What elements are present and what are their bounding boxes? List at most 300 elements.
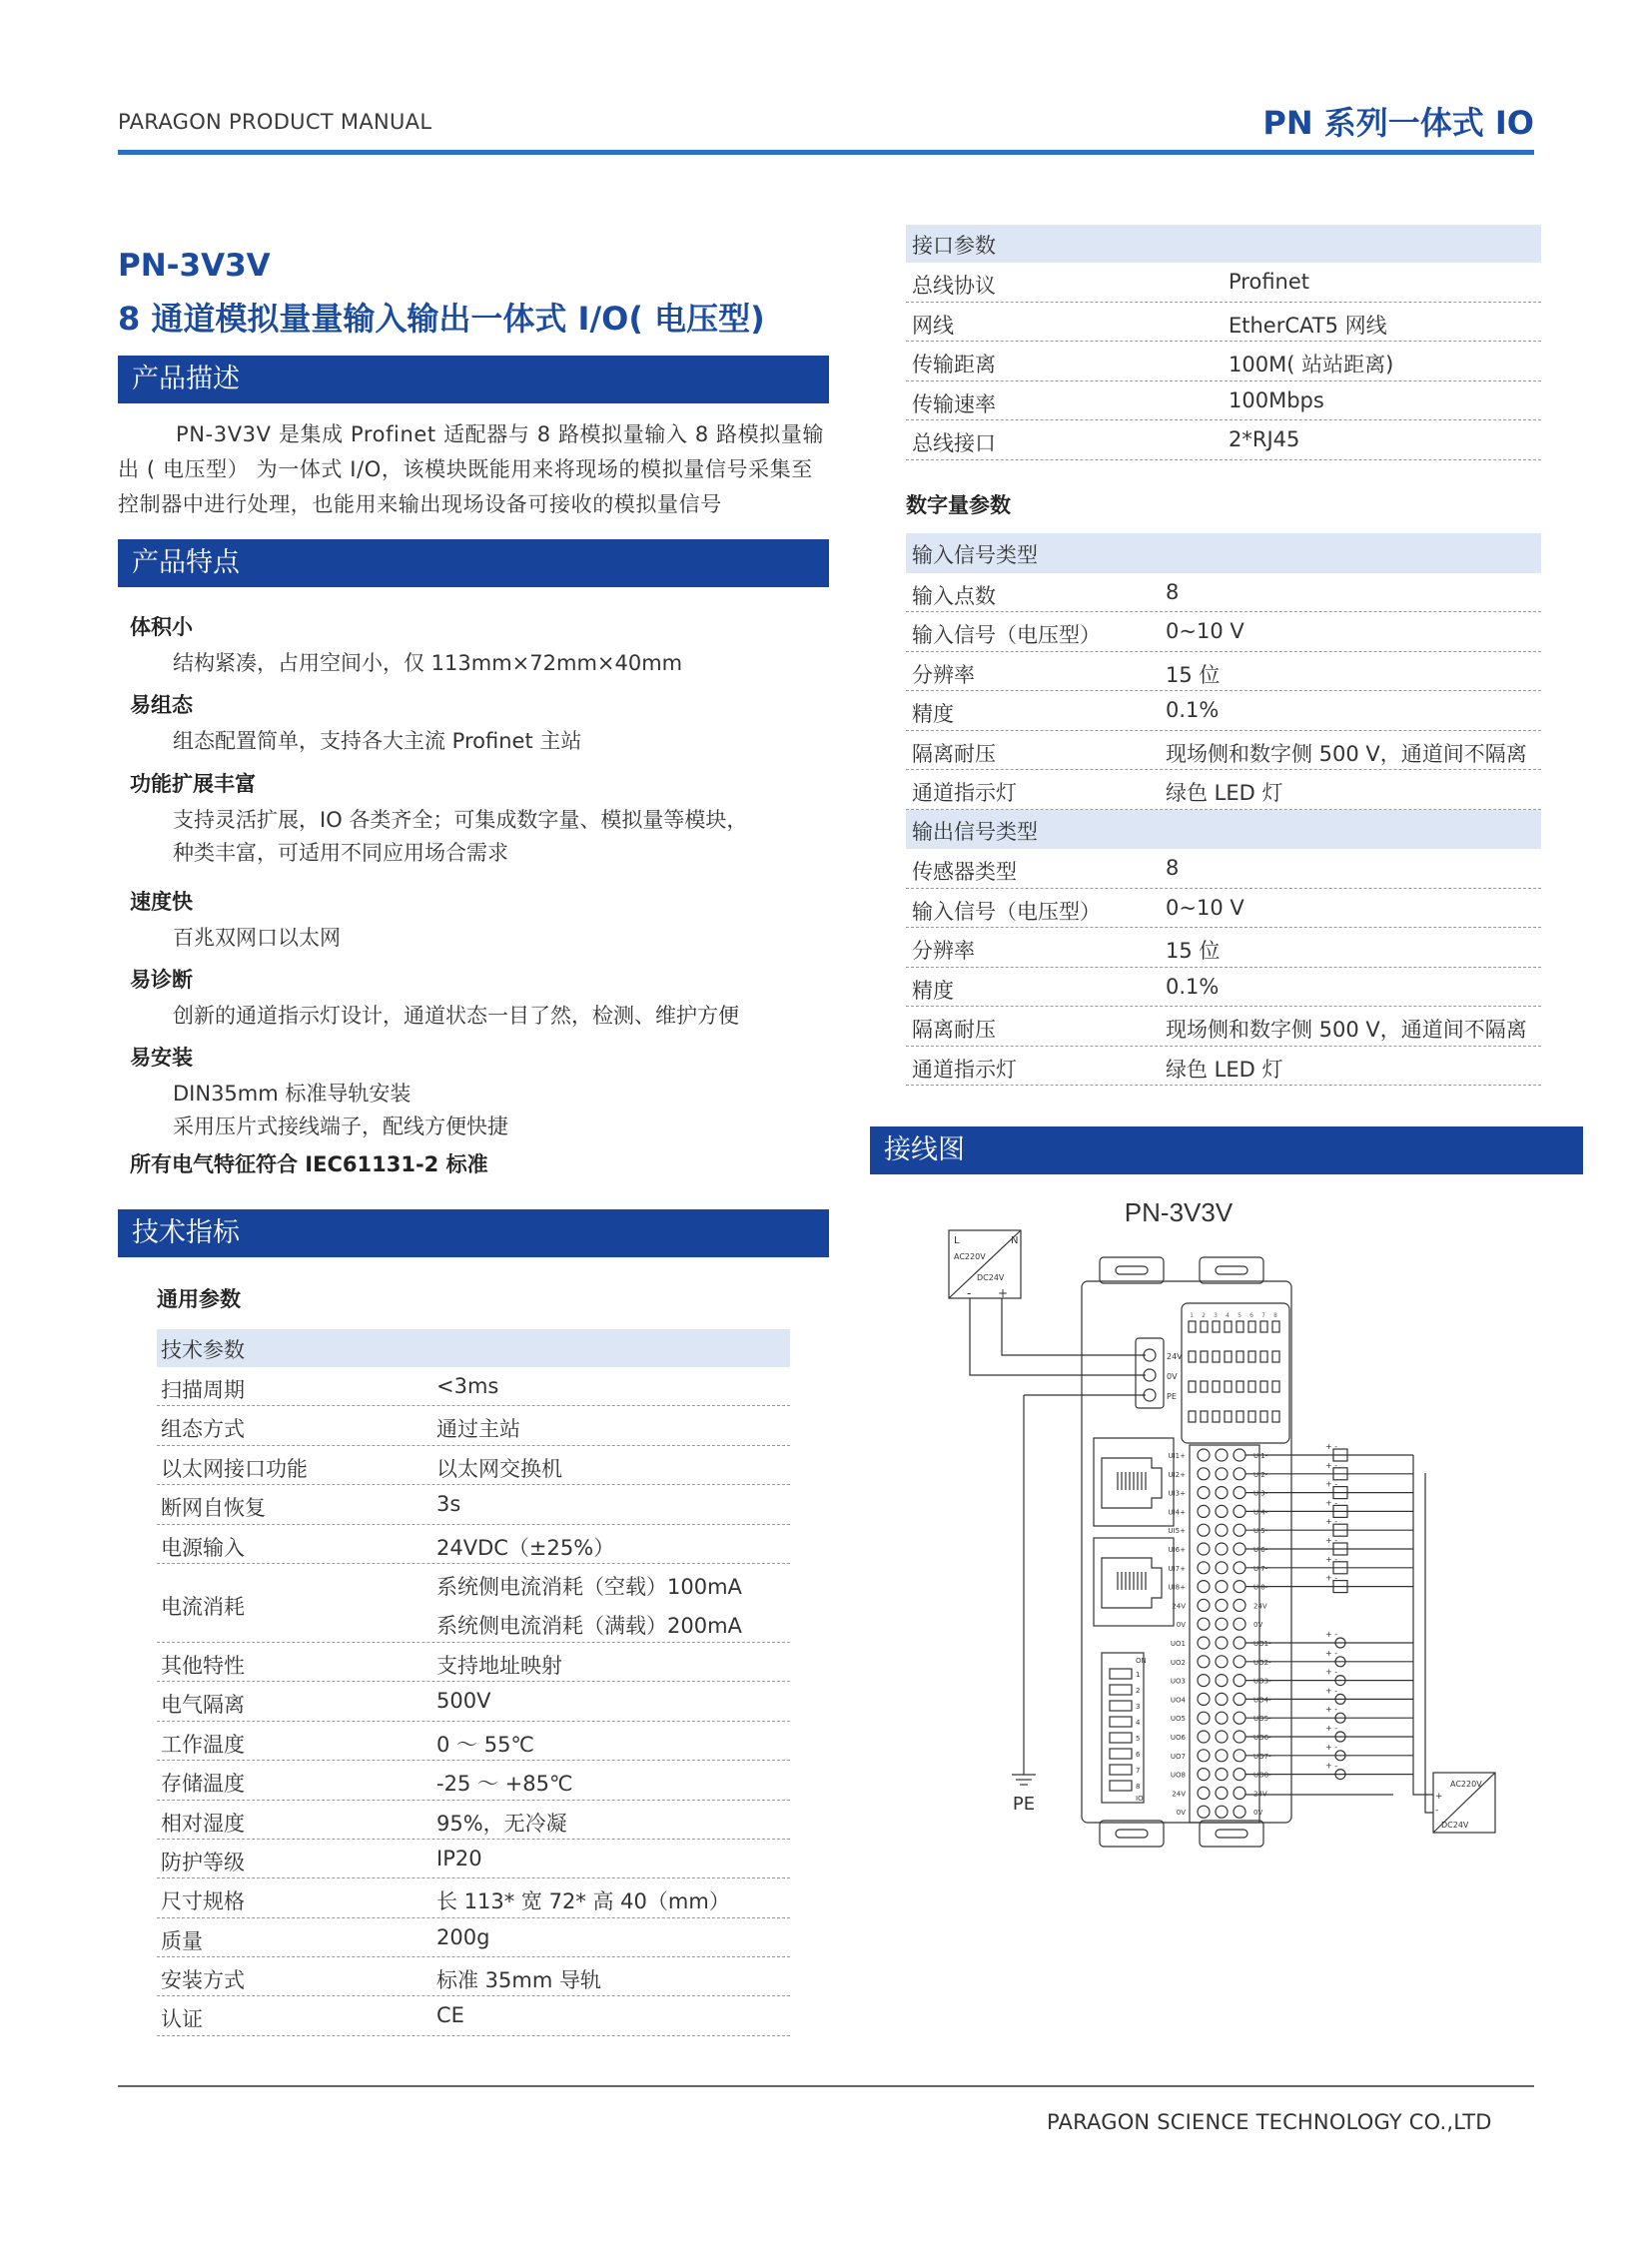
- output-load-sign: + -: [1325, 1705, 1338, 1715]
- param-value: 支持地址映射: [436, 1653, 562, 1678]
- input-sensor-sign: + -: [1325, 1517, 1338, 1527]
- terminal-screw: [1198, 1449, 1210, 1461]
- param-value: 3s: [436, 1492, 461, 1517]
- terminal-label-right: UI7-: [1253, 1564, 1268, 1573]
- led-indicator: [1260, 1411, 1267, 1422]
- terminal-label-right: UO2-: [1253, 1658, 1271, 1667]
- param-label: 总线协议: [912, 274, 996, 298]
- param-label: 输入信号（电压型）: [912, 623, 1101, 647]
- table-row: [157, 1643, 790, 1682]
- terminal-screw: [1198, 1769, 1210, 1781]
- dip-switch: [1110, 1701, 1132, 1711]
- table-row: [157, 1801, 790, 1840]
- output-load-sign: + -: [1325, 1761, 1338, 1771]
- table-header-label: 技术参数: [161, 1338, 245, 1362]
- table-row: [906, 652, 1541, 692]
- pe-label: PE: [1012, 1794, 1036, 1815]
- output-load-sign: + -: [1325, 1630, 1338, 1639]
- led-indicator: [1201, 1321, 1208, 1332]
- input-sensor-sign: + -: [1325, 1536, 1338, 1545]
- feature-text: 百兆双网口以太网: [173, 926, 341, 950]
- table-row: [157, 1996, 790, 2035]
- table-header-label: 输入信号类型: [912, 543, 1038, 567]
- param-label: 分辨率: [912, 939, 975, 963]
- terminal-label-left: UO8: [1170, 1771, 1186, 1780]
- terminal-label-right: 24V: [1253, 1602, 1267, 1611]
- terminal-screw: [1234, 1731, 1245, 1743]
- terminal-screw: [1234, 1712, 1245, 1724]
- param-value: 24VDC（±25%）: [436, 1535, 615, 1560]
- terminal-screw: [1216, 1618, 1228, 1630]
- terminal-screw: [1216, 1468, 1228, 1480]
- digital-params-table: [906, 533, 1541, 1086]
- terminal-screw: [1216, 1543, 1228, 1555]
- terminal-label-right: UO3-: [1253, 1677, 1271, 1686]
- dip-switch: [1110, 1685, 1132, 1695]
- param-label: 输入信号（电压型）: [912, 899, 1101, 924]
- terminal-label-left: 24V: [1172, 1602, 1186, 1611]
- mounting-slot: [1216, 1830, 1247, 1838]
- terminal-screw: [1198, 1505, 1210, 1517]
- terminal-screw: [1234, 1787, 1245, 1799]
- table-header-label: 接口参数: [912, 234, 996, 258]
- terminal-screw: [1234, 1769, 1245, 1781]
- terminal-label-right: UI3-: [1253, 1489, 1268, 1498]
- terminal-label-left: 0V: [1176, 1809, 1186, 1818]
- section-bar-description: 产品描述: [118, 356, 829, 403]
- terminal-screw: [1198, 1543, 1210, 1555]
- feature-text: 创新的通道指示灯设计，通道状态一目了然，检测、维护方便: [173, 1004, 739, 1028]
- led-indicator: [1248, 1351, 1255, 1362]
- led-indicator: [1189, 1381, 1196, 1392]
- terminal-screw: [1216, 1449, 1228, 1461]
- terminal-label-right: UI4-: [1253, 1508, 1268, 1517]
- terminal-label-left: UI3+: [1168, 1489, 1186, 1498]
- led-indicator: [1237, 1381, 1243, 1392]
- terminal-screw: [1216, 1524, 1228, 1536]
- param-label: 隔离耐压: [912, 741, 996, 766]
- terminal-screw: [1216, 1637, 1228, 1649]
- param-label: 输入点数: [912, 583, 996, 608]
- terminal-screw: [1234, 1487, 1245, 1499]
- feature-text: 组态配置简单，支持各大主流 Profinet 主站: [173, 729, 582, 753]
- param-label: 防护等级: [161, 1850, 245, 1874]
- terminal-screw: [1216, 1712, 1228, 1724]
- led-number: 1: [1190, 1312, 1194, 1319]
- section-bar-specs: 技术指标: [118, 1209, 829, 1257]
- led-indicator: [1225, 1381, 1232, 1392]
- psu2-label-dc: DC24V: [1441, 1821, 1469, 1830]
- param-value: 0.1%: [1166, 974, 1220, 999]
- terminal-label-right: 24V: [1253, 1790, 1267, 1799]
- dip-number: 3: [1136, 1703, 1141, 1711]
- power-terminal-label: PE: [1167, 1392, 1177, 1401]
- led-number: 7: [1261, 1312, 1265, 1319]
- param-value: EtherCAT5 网线: [1229, 313, 1387, 338]
- section-bar-features: 产品特点: [118, 539, 829, 587]
- psu-label-n: N: [1011, 1235, 1019, 1246]
- terminal-screw: [1234, 1806, 1245, 1818]
- dip-switch: [1110, 1733, 1132, 1743]
- terminal-screw: [1234, 1618, 1245, 1630]
- led-indicator: [1272, 1381, 1279, 1392]
- led-indicator: [1201, 1411, 1208, 1422]
- table-row: [157, 1957, 790, 1996]
- terminal-label-left: UO6: [1170, 1734, 1186, 1742]
- param-value: 500V: [436, 1689, 491, 1714]
- feature-heading: 体积小: [130, 615, 193, 639]
- param-label: 传感器类型: [912, 860, 1017, 884]
- led-indicator: [1272, 1351, 1279, 1362]
- led-indicator: [1213, 1321, 1220, 1332]
- led-indicator: [1189, 1411, 1196, 1422]
- mounting-tab-bottom: [1100, 1821, 1164, 1847]
- param-label: 隔离耐压: [912, 1018, 996, 1042]
- param-value: 15 位: [1166, 662, 1221, 687]
- terminal-screw: [1216, 1581, 1228, 1593]
- param-value: Profinet: [1229, 270, 1310, 294]
- table-row: [157, 1564, 790, 1643]
- bus-wire-24v: [1413, 1455, 1433, 1795]
- terminal-screw: [1234, 1750, 1245, 1762]
- param-label: 存储温度: [161, 1772, 245, 1797]
- table-row: [906, 968, 1541, 1008]
- input-sensor-sign: + -: [1325, 1442, 1338, 1451]
- param-value: 0~10 V: [1166, 619, 1244, 643]
- terminal-screw: [1198, 1787, 1210, 1799]
- led-indicator: [1248, 1411, 1255, 1422]
- terminal-screw: [1198, 1712, 1210, 1724]
- product-model: PN-3V3V: [118, 248, 271, 284]
- param-label: 传输距离: [912, 353, 996, 376]
- terminal-label-right: UI6-: [1253, 1546, 1268, 1554]
- table-row: [157, 1525, 790, 1564]
- psu2-label-ac: AC220V: [1450, 1780, 1482, 1789]
- param-label: 精度: [912, 978, 954, 1003]
- param-label: 电气隔离: [161, 1693, 245, 1718]
- terminal-screw: [1234, 1562, 1245, 1574]
- terminal-label-left: UI6+: [1168, 1546, 1186, 1554]
- param-label: 总线接口: [912, 431, 996, 455]
- param-value: 以太网交换机: [436, 1456, 562, 1481]
- param-value: 100M( 站站距离): [1229, 353, 1394, 376]
- output-load-sign: + -: [1325, 1648, 1338, 1658]
- mounting-tab-top: [1200, 1257, 1263, 1283]
- param-label: 组态方式: [161, 1417, 245, 1442]
- table-row: [906, 420, 1541, 460]
- table-row: [906, 849, 1541, 889]
- param-label: 断网自恢复: [161, 1496, 266, 1521]
- param-value: 0.1%: [1166, 698, 1220, 722]
- input-sensor-sign: + -: [1325, 1460, 1338, 1470]
- product-title: 8 通道模拟量量输入输出一体式 I/O( 电压型): [118, 300, 765, 338]
- terminal-screw: [1216, 1750, 1228, 1762]
- led-indicator: [1189, 1321, 1196, 1332]
- terminal-screw: [1216, 1675, 1228, 1687]
- terminal-screw: [1198, 1656, 1210, 1668]
- led-number: 4: [1226, 1312, 1230, 1319]
- header-divider: [118, 150, 1534, 155]
- terminal-screw: [1216, 1787, 1228, 1799]
- terminal-screw: [1216, 1806, 1228, 1818]
- terminal-screw: [1198, 1750, 1210, 1762]
- terminal-screw: [1198, 1468, 1210, 1480]
- terminal-strip: [1190, 1445, 1259, 1823]
- led-indicator: [1260, 1321, 1267, 1332]
- general-params-table: [157, 1329, 790, 2036]
- param-value: 8: [1166, 856, 1180, 880]
- terminal-label-left: UI4+: [1168, 1508, 1186, 1517]
- led-indicator: [1213, 1381, 1220, 1392]
- psu-label-plus: +: [998, 1286, 1009, 1300]
- terminal-label-left: UI8+: [1168, 1583, 1186, 1592]
- dip-switch: [1110, 1749, 1132, 1759]
- terminal-screw: [1234, 1693, 1245, 1705]
- param-value: 8: [1166, 579, 1180, 604]
- param-label: 扫描周期: [161, 1378, 245, 1402]
- wire-0v: [970, 1298, 1146, 1375]
- terminal-screw: [1198, 1524, 1210, 1536]
- terminal-label-right: UO4-: [1253, 1696, 1271, 1705]
- table-row: [906, 731, 1541, 771]
- terminal-label-right: 0V: [1253, 1621, 1263, 1630]
- dip-switch: [1110, 1717, 1132, 1727]
- table-row: [906, 573, 1541, 613]
- led-indicator: [1225, 1321, 1232, 1332]
- wiring-diagram: [874, 1183, 1563, 1863]
- table-row: [157, 1761, 790, 1800]
- terminal-screw: [1198, 1562, 1210, 1574]
- terminal-screw: [1234, 1505, 1245, 1517]
- feature-text: 采用压片式接线端子，配线方便快捷: [173, 1115, 508, 1138]
- psu-label-l: L: [954, 1235, 960, 1246]
- terminal-label-left: 0V: [1176, 1621, 1186, 1630]
- param-label: 精度: [912, 702, 954, 726]
- terminal-label-right: UO6-: [1253, 1734, 1271, 1742]
- param-value: 绿色 LED 灯: [1166, 1057, 1283, 1082]
- table-row: [906, 303, 1541, 343]
- diagram-model-label: PN-3V3V: [1124, 1197, 1234, 1227]
- description-paragraph: PN-3V3V 是集成 Profinet 适配器与 8 路模拟量输入 8 路模拟量输出 ( 电压型） 为一体式 I/O，该模块既能用来将现场的模拟量信号采集至控制器中进行处理，也能用来输出现场设备可接收的模拟量信号: [118, 422, 825, 516]
- feature-heading: 速度快: [130, 890, 193, 914]
- param-label: 通道指示灯: [912, 781, 1017, 805]
- param-value: -25 ～ +85℃: [436, 1772, 573, 1797]
- terminal-screw: [1216, 1731, 1228, 1743]
- param-value: 0~10 V: [1166, 895, 1244, 920]
- terminal-label-right: UO1-: [1253, 1640, 1271, 1648]
- terminal-label-left: UI2+: [1168, 1470, 1186, 1479]
- bus-wire-0v: [1425, 1473, 1433, 1813]
- terminal-label-left: UI7+: [1168, 1564, 1186, 1573]
- param-value: 15 位: [1166, 939, 1221, 963]
- power-terminal-label: 0V: [1167, 1372, 1178, 1381]
- feature-text: 支持灵活扩展，IO 各类齐全；可集成数字量、模拟量等模块，: [173, 808, 748, 832]
- feature-text: DIN35mm 标准导轨安装: [173, 1082, 412, 1106]
- mounting-slot: [1116, 1830, 1148, 1838]
- param-value: 系统侧电流消耗（满载）200mA: [436, 1613, 742, 1638]
- led-indicator: [1189, 1351, 1196, 1362]
- param-label: 工作温度: [161, 1732, 245, 1757]
- input-sensor-sign: + -: [1325, 1554, 1338, 1564]
- led-number: 3: [1214, 1312, 1218, 1319]
- led-indicator: [1213, 1411, 1220, 1422]
- psu-label-minus: -: [967, 1286, 972, 1300]
- terminal-screw: [1216, 1562, 1228, 1574]
- param-label: 相对湿度: [161, 1811, 245, 1836]
- table-row: [906, 1047, 1541, 1087]
- table-header-row: [906, 225, 1541, 263]
- psu-label-ac: AC220V: [954, 1252, 986, 1261]
- input-sensor-sign: + -: [1325, 1498, 1338, 1508]
- rj45-socket: [1102, 1558, 1162, 1608]
- mounting-tab-top: [1100, 1257, 1164, 1283]
- terminal-label-left: UO1: [1170, 1640, 1186, 1648]
- dip-number: 7: [1136, 1767, 1141, 1775]
- table-row: [906, 928, 1541, 968]
- output-load-sign: + -: [1325, 1667, 1338, 1677]
- table-header-row: [906, 533, 1541, 573]
- terminal-screw: [1198, 1637, 1210, 1649]
- terminal-label-right: UO7-: [1253, 1752, 1271, 1761]
- table-header-row: [906, 810, 1541, 850]
- terminal-screw: [1198, 1731, 1210, 1743]
- terminal-screw: [1234, 1543, 1245, 1555]
- param-value: 100Mbps: [1229, 387, 1324, 412]
- terminal-screw: [1198, 1693, 1210, 1705]
- output-load-sign: + -: [1325, 1742, 1338, 1752]
- param-value: <3ms: [436, 1374, 499, 1398]
- table-row: [906, 263, 1541, 303]
- param-value: 标准 35mm 导轨: [436, 1968, 601, 1993]
- table-row: [157, 1446, 790, 1485]
- dip-number: 2: [1136, 1687, 1141, 1695]
- param-value: 现场侧和数字侧 500 V，通道间不隔离: [1166, 741, 1527, 766]
- led-indicator: [1272, 1321, 1279, 1332]
- table-row: [906, 691, 1541, 731]
- terminal-label-left: UO5: [1170, 1715, 1186, 1724]
- table-row: [157, 1367, 790, 1406]
- feature-text: 种类丰富，可适用不同应用场合需求: [173, 841, 508, 865]
- led-indicator: [1248, 1381, 1255, 1392]
- terminal-label-right: UI5-: [1253, 1527, 1268, 1536]
- terminal-screw: [1198, 1599, 1210, 1611]
- output-load-sign: + -: [1325, 1686, 1338, 1696]
- param-label: 传输速率: [912, 391, 996, 416]
- led-number: 8: [1273, 1312, 1277, 1319]
- table-row: [157, 1406, 790, 1445]
- param-value: IP20: [436, 1846, 482, 1870]
- param-value: 95%，无冷凝: [436, 1811, 567, 1836]
- param-label: 电源输入: [161, 1535, 245, 1560]
- table-row: [157, 1682, 790, 1721]
- psu2-label-minus: -: [1435, 1806, 1439, 1816]
- terminal-label-right: UO5-: [1253, 1715, 1271, 1724]
- param-label: 安装方式: [161, 1968, 245, 1993]
- param-label: 分辨率: [912, 662, 975, 687]
- param-label: 质量: [161, 1928, 203, 1953]
- table-header-row: [157, 1329, 790, 1367]
- terminal-label-left: UO2: [1170, 1658, 1186, 1667]
- terminal-screw: [1234, 1468, 1245, 1480]
- compliance-statement: 所有电气特征符合 IEC61131-2 标准: [130, 1152, 488, 1176]
- table-row: [906, 1007, 1541, 1047]
- param-label: 认证: [161, 2007, 203, 2032]
- interface-params-table: [906, 225, 1541, 460]
- led-indicator: [1260, 1381, 1267, 1392]
- psu-label-dc: DC24V: [977, 1273, 1005, 1282]
- table-row: [157, 1722, 790, 1761]
- param-value: CE: [436, 2003, 464, 2028]
- led-indicator: [1237, 1411, 1243, 1422]
- footer-company: PARAGON SCIENCE TECHNOLOGY CO.,LTD: [1047, 2110, 1492, 2134]
- param-label: 其他特性: [161, 1653, 245, 1678]
- wire-24v: [1002, 1298, 1146, 1355]
- terminal-label-right: UI1-: [1253, 1452, 1268, 1460]
- dip-number: 5: [1136, 1735, 1141, 1743]
- led-number: 5: [1238, 1312, 1241, 1319]
- terminal-screw: [1198, 1618, 1210, 1630]
- led-indicator: [1248, 1321, 1255, 1332]
- terminal-label-left: UO3: [1170, 1677, 1186, 1686]
- led-indicator: [1272, 1411, 1279, 1422]
- led-number: 2: [1202, 1312, 1206, 1319]
- terminal-screw: [1198, 1675, 1210, 1687]
- terminal-label-right: UI2-: [1253, 1470, 1268, 1479]
- param-value: 200g: [436, 1924, 490, 1949]
- terminal-screw: [1234, 1581, 1245, 1593]
- table-row: [906, 342, 1541, 381]
- led-number: 6: [1249, 1312, 1253, 1319]
- feature-heading: 易诊断: [130, 968, 193, 992]
- terminal-screw: [1234, 1637, 1245, 1649]
- terminal-screw: [1216, 1656, 1228, 1668]
- param-value: 通过主站: [436, 1417, 520, 1442]
- section-bar-wiring: 接线图: [870, 1126, 1583, 1174]
- dip-switch: [1110, 1781, 1132, 1791]
- terminal-label-right: 0V: [1253, 1809, 1263, 1818]
- led-indicator: [1260, 1351, 1267, 1362]
- table-row: [906, 889, 1541, 929]
- param-value: 现场侧和数字侧 500 V，通道间不隔离: [1166, 1018, 1527, 1042]
- dip-io-label: IO: [1136, 1795, 1144, 1803]
- terminal-screw: [1216, 1599, 1228, 1611]
- feature-text: 结构紧凑，占用空间小，仅 113mm×72mm×40mm: [173, 651, 683, 675]
- digital-params-title: 数字量参数: [906, 493, 1011, 517]
- feature-heading: 易组态: [130, 693, 193, 717]
- param-label: 以太网接口功能: [161, 1456, 308, 1481]
- footer-divider: [118, 2085, 1534, 2087]
- table-row: [157, 1918, 790, 1957]
- dip-number: 8: [1136, 1783, 1141, 1791]
- terminal-screw: [1234, 1675, 1245, 1687]
- table-row: [157, 1840, 790, 1878]
- terminal-screw: [1198, 1581, 1210, 1593]
- terminal-screw: [1234, 1656, 1245, 1668]
- header-left-text: PARAGON PRODUCT MANUAL: [118, 110, 432, 134]
- dip-switch: [1110, 1765, 1132, 1775]
- feature-heading: 易安装: [130, 1046, 193, 1070]
- led-indicator: [1237, 1321, 1243, 1332]
- param-value: 长 113* 宽 72* 高 40（mm）: [436, 1889, 730, 1914]
- rj45-socket: [1102, 1458, 1162, 1508]
- input-sensor-sign: + -: [1325, 1479, 1338, 1489]
- terminal-screw: [1234, 1524, 1245, 1536]
- table-row: [157, 1485, 790, 1524]
- led-indicator: [1201, 1381, 1208, 1392]
- header-series-title: PN 系列一体式 IO: [1262, 104, 1534, 142]
- terminal-screw: [1216, 1769, 1228, 1781]
- terminal-label-right: UI8-: [1253, 1583, 1268, 1592]
